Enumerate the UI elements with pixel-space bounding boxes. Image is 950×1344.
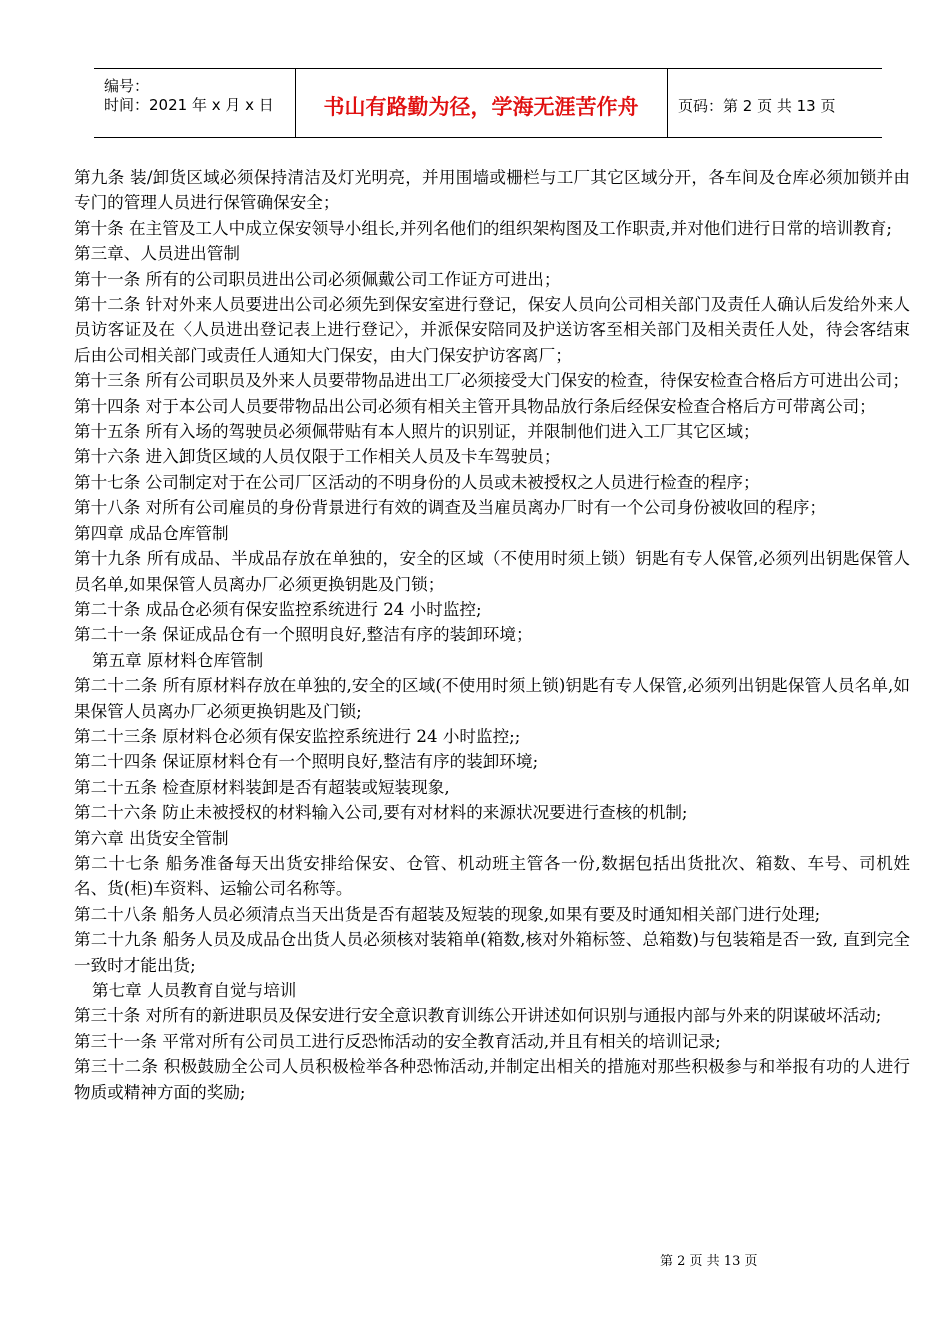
article-16: 第十六条 进入卸货区域的人员仅限于工作相关人员及卡车驾驶员； [74, 447, 561, 467]
article-31: 第三十一条 平常对所有公司员工进行反恐怖活动的安全教育活动,并且有相关的培训记录; [74, 1031, 721, 1051]
chapter-3-heading: 第三章、人员进出管制 [74, 244, 240, 264]
chapter-6-heading: 第六章 出货安全管制 [74, 828, 229, 848]
number-label: 编号： [104, 77, 150, 95]
header-meta-cell [94, 69, 296, 137]
article-32: 第三十二条 积极鼓励全公司人员积极检举各种恐怖活动,并制定出相关的措施对那些积极参与和举报有功的人进行物质或精神方面的奖励; [74, 1057, 910, 1102]
page-footer: 第 2 页 共 13 页 [660, 1254, 758, 1269]
article-29: 第二十九条 船务人员及成品仓出货人员必须核对装箱单(箱数,核对外箱标签、总箱数)与包装箱是否一致, 直到完全一致时才能出货; [74, 930, 910, 975]
article-27: 第二十七条 船务准备每天出货安排给保安、仓管、机动班主管各一份,数据包括出货批次、箱数、车号、司机姓名、货(柜)车资料、运输公司名称等。 [74, 853, 910, 899]
article-22: 第二十二条 所有原材料存放在单独的,安全的区域(不使用时须上锁)钥匙有专人保管,必须列出钥匙保管人员名单,如果保管人员离办厂必须更换钥匙及门锁; [74, 676, 910, 721]
header-motto-cell [295, 69, 668, 137]
article-23: 第二十三条 原材料仓必须有保安监控系统进行 24 小时监控;; [74, 726, 521, 746]
header-motto: 书山有路勤为径，学海无涯苦作舟 [323, 95, 639, 119]
article-25: 第二十五条 检查原材料装卸是否有超装或短装现象, [74, 777, 450, 797]
article-19: 第十九条 所有成品、半成品存放在单独的，安全的区域（不使用时须上锁）钥匙有专人保管,必须列出钥匙保管人员名单,如果保管人员离办厂必须更换钥匙及门锁； [74, 549, 910, 594]
header-page-cell [668, 69, 882, 137]
header-page-info: 页码：第 2 页 共 13 页 [678, 97, 836, 115]
article-9: 第九条 装/卸货区域必须保持清洁及灯光明亮，并用围墙或栅栏与工厂其它区域分开，各车间及仓库必须加锁并由专门的管理人员进行保管确保安全； [74, 168, 910, 213]
article-28: 第二十八条 船务人员必须清点当天出货是否有超装及短装的现象,如果有要及时通知相关部门进行处理; [74, 904, 821, 924]
article-10: 第十条 在主管及工人中成立保安领导小组长,并列名他们的组织架构图及工作职责,并对他们进行日常的培训教育; [74, 218, 892, 238]
article-15: 第十五条 所有入场的驾驶员必须佩带贴有本人照片的识别证，并限制他们进入工厂其它区域； [74, 422, 760, 442]
chapter-7-heading: 第七章 人员教育自觉与培训 [92, 981, 297, 1000]
article-13: 第十三条 所有公司职员及外来人员要带物品进出工厂必须接受大门保安的检查，待保安检查合格后方可进出公司； [74, 371, 909, 391]
document-header [94, 68, 882, 138]
article-11: 第十一条 所有的公司职员进出公司必须佩戴公司工作证方可进出； [74, 269, 561, 289]
article-14: 第十四条 对于本公司人员要带物品出公司必须有相关主管开具物品放行条后经保安检查合格后方可带离公司； [74, 396, 876, 416]
chapter-5-heading: 第五章 原材料仓库管制 [92, 650, 264, 670]
document-body [74, 165, 910, 1105]
article-17: 第十七条 公司制定对于在公司厂区活动的不明身份的人员或未被授权之人员进行检查的程序； [74, 472, 760, 492]
article-26: 第二十六条 防止未被授权的材料输入公司,要有对材料的来源状况要进行查核的机制; [74, 803, 688, 823]
article-20: 第二十条 成品仓必须有保安监控系统进行 24 小时监控; [74, 599, 482, 619]
article-24: 第二十四条 保证原材料仓有一个照明良好,整洁有序的装卸环境; [74, 752, 539, 772]
article-18: 第十八条 对所有公司雇员的身份背景进行有效的调查及当雇员离办厂时有一个公司身份被收回的程序； [74, 498, 826, 518]
article-30: 第三十条 对所有的新进职员及保安进行安全意识教育训练公开讲述如何识别与通报内部与外来的阴谋破坏活动; [74, 1006, 882, 1026]
article-12: 第十二条 针对外来人员要进出公司必须先到保安室进行登记，保安人员向公司相关部门及责任人确认后发给外来人员访客证及在〈人员进出登记表上进行登记〉，并派保安陪同及护送访客至相关部门及相关责任人处，待会客结束后由公司相关部门或责任人通知大门保安，由大门保安护访客离厂； [74, 295, 910, 365]
chapter-4-heading: 第四章 成品仓库管制 [74, 523, 229, 543]
article-21: 第二十一条 保证成品仓有一个照明良好,整洁有序的装卸环境； [74, 625, 533, 645]
time-label: 时间：2021 年 x 月 x 日 [104, 96, 274, 114]
